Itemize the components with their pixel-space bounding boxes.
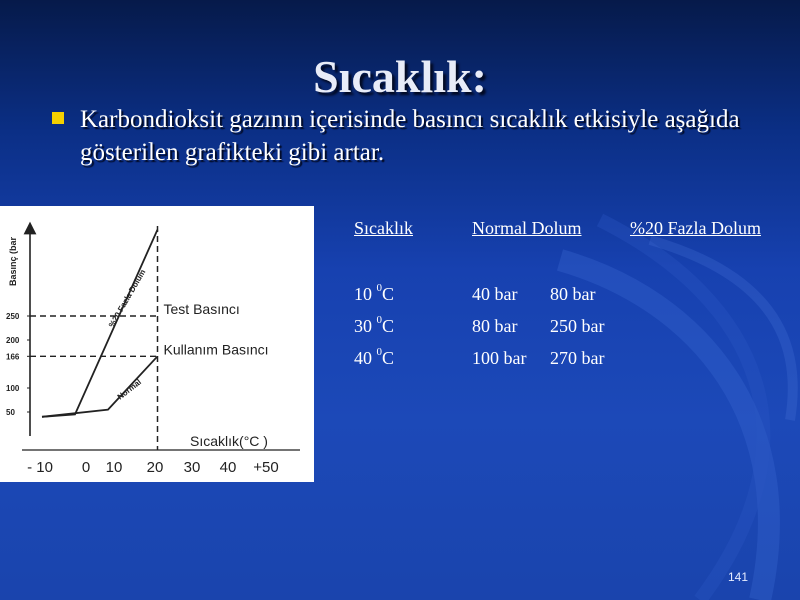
x-tick-label: 10 <box>105 459 123 476</box>
slide-title: Sıcaklık: <box>313 51 487 102</box>
page-number: 141 <box>728 570 749 584</box>
x-tick-label: 0 <box>81 459 91 476</box>
y-tick-label: 100 <box>6 384 20 393</box>
table-row-1-extra: 80 bar <box>550 284 596 304</box>
reference-line-label: Kullanım Basıncı <box>163 341 269 358</box>
x-tick-label: +50 <box>253 459 279 476</box>
table-row-3-extra: 270 bar <box>550 348 605 368</box>
x-tick-label: 30 <box>183 459 201 476</box>
header-normal: Normal Dolum <box>472 218 582 238</box>
y-tick-label: 200 <box>6 336 20 345</box>
x-axis-label: Sıcaklık(°C ) <box>190 433 268 449</box>
x-tick-label: 40 <box>219 459 237 476</box>
y-tick-label: 250 <box>6 312 20 321</box>
y-axis-label: Basınç (bar <box>8 236 18 286</box>
y-tick-label: 50 <box>6 408 15 417</box>
table-row-3-temp: 40 $^0$C <box>354 346 395 368</box>
table-row-2-extra: 250 bar <box>550 316 605 336</box>
series-label-normal: Normal <box>115 377 143 402</box>
header-extra: %20 Fazla Dolum <box>630 218 761 238</box>
chart-panel <box>0 206 314 482</box>
series-line-extra <box>42 230 158 417</box>
table-row-2-temp: 30 $^0$C <box>354 314 395 336</box>
table-row-2-normal: 80 bar <box>472 316 518 336</box>
x-tick-label: 20 <box>146 459 164 476</box>
reference-line-label: Test Basıncı <box>163 301 240 317</box>
y-tick-label: 166 <box>6 352 20 362</box>
x-tick-label: - 10 <box>27 459 53 476</box>
table-row-3-normal: 100 bar <box>472 348 527 368</box>
pressure-temperature-chart <box>0 206 314 482</box>
bullet-square-icon <box>52 112 64 124</box>
header-temperature: Sıcaklık <box>354 218 413 238</box>
table-row-1-normal: 40 bar <box>472 284 518 304</box>
bullet-text: Karbondioksit gazının içerisinde basıncı sıcaklık etkisiyle aşağıda gösterilen grafikteki gibi artar. <box>80 106 740 166</box>
series-label-extra: %20 Fazla Dolum <box>106 267 148 329</box>
table-row-1-temp: 10 $^0$C <box>354 282 395 304</box>
